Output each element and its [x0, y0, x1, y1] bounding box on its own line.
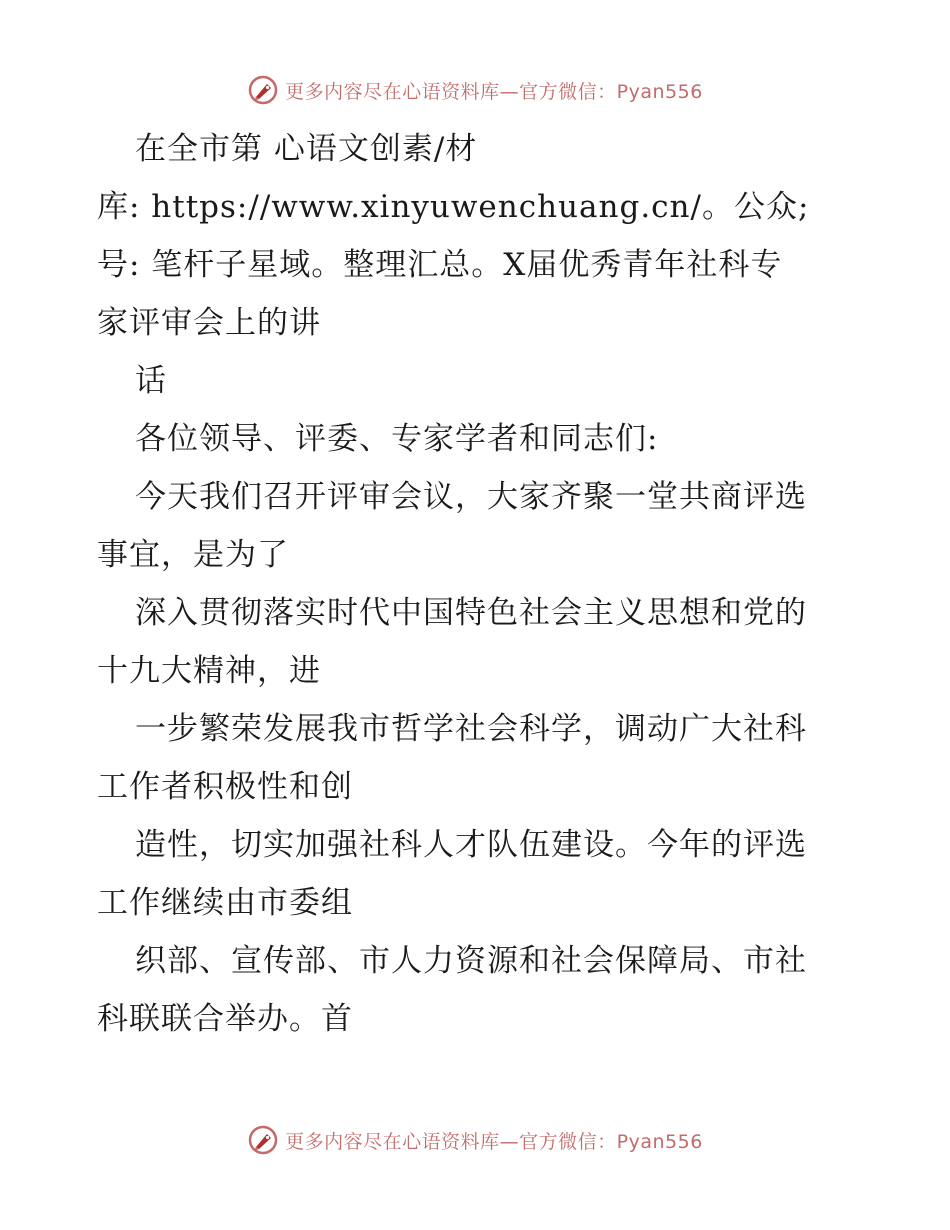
pen-nib-icon: [247, 74, 279, 106]
footer-watermark: [0, 1120, 950, 1160]
text-line: 号: 笔杆子星域。整理汇总。X届优秀青年社科专: [97, 247, 783, 283]
watermark-text: 更多内容尽在心语资料库—官方微信：Pyan556: [285, 1130, 703, 1153]
watermark-text: 更多内容尽在心语资料库—官方微信：Pyan556: [285, 80, 703, 103]
text-line: 深入贯彻落实时代中国特色社会主义思想和党的: [135, 595, 807, 631]
text-line: 库: https://www.xinyuwenchuang.cn/。公众;: [97, 189, 810, 225]
header-watermark: [0, 70, 950, 110]
pen-nib-icon: [247, 1124, 279, 1156]
text-line: 在全市第 心语文创素/材: [135, 131, 478, 167]
text-line: 今天我们召开评审会议，大家齐聚一堂共商评选: [135, 479, 807, 515]
text-line: 十九大精神，进: [97, 653, 321, 689]
document-body: [97, 120, 857, 1048]
text-line: 话: [135, 363, 167, 399]
salutation: 各位领导、评委、专家学者和同志们:: [135, 421, 659, 457]
text-line: 事宜，是为了: [97, 537, 289, 573]
text-line: 工作者积极性和创: [97, 769, 353, 805]
text-line: 工作继续由市委组: [97, 885, 353, 921]
text-line: 造性，切实加强社科人才队伍建设。今年的评选: [135, 827, 807, 863]
text-line: 一步繁荣发展我市哲学社会科学，调动广大社科: [135, 711, 807, 747]
text-line: 织部、宣传部、市人力资源和社会保障局、市社: [135, 943, 807, 979]
text-line: 家评审会上的讲: [97, 305, 321, 341]
text-line: 科联联合举办。首: [97, 1001, 353, 1037]
